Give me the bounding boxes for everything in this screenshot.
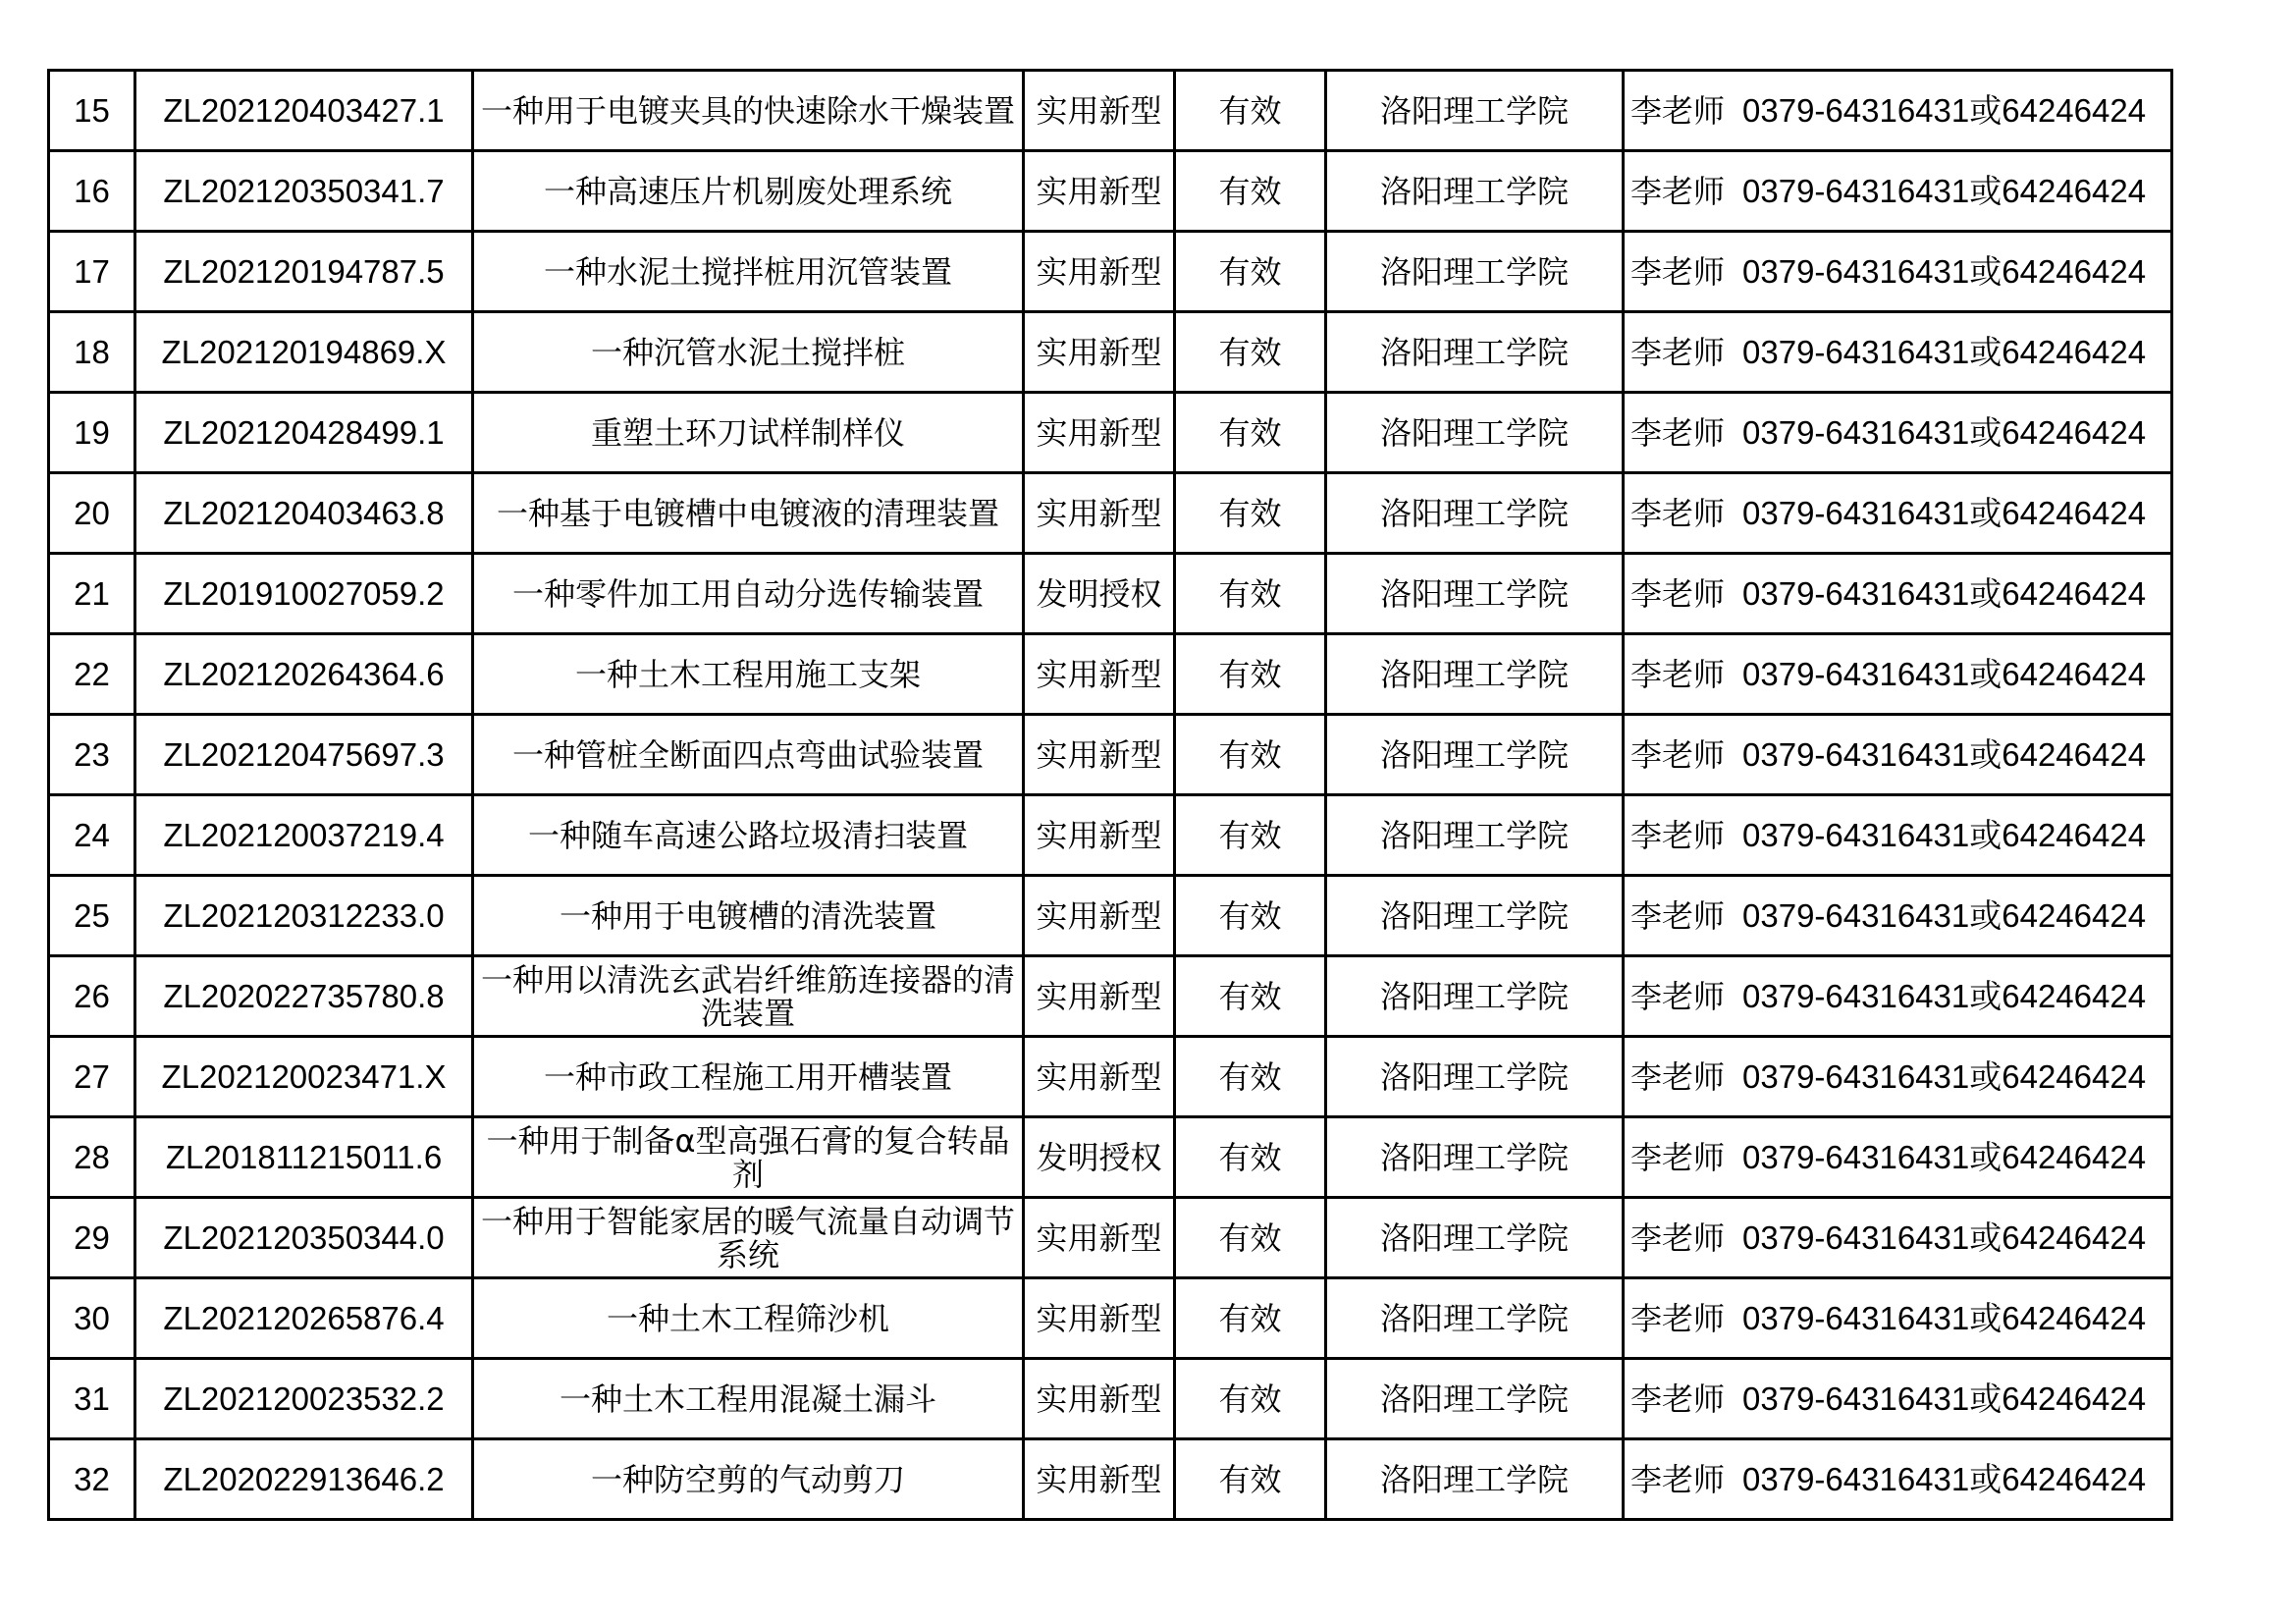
patent-id-cell: ZL202120265876.4 [135, 1278, 473, 1359]
patent-type-cell: 发明授权 [1024, 1117, 1175, 1198]
patent-id-cell: ZL202120475697.3 [135, 715, 473, 795]
contact-phone: 0379-64316431或64246424 [1742, 574, 2147, 612]
patent-status-cell: 有效 [1175, 634, 1326, 715]
patent-status-cell: 有效 [1175, 1117, 1326, 1198]
table-row [49, 634, 2172, 715]
contact-person: 李老师 [1630, 1218, 1726, 1257]
contact-cell [1624, 1439, 2172, 1520]
row-number-cell: 20 [49, 473, 135, 554]
contact-cell [1624, 795, 2172, 876]
patent-status-cell: 有效 [1175, 1359, 1326, 1439]
patent-status-cell: 有效 [1175, 715, 1326, 795]
row-number-cell: 23 [49, 715, 135, 795]
patent-name-cell: 一种沉管水泥土搅拌桩 [473, 312, 1024, 393]
contact-person: 李老师 [1630, 1299, 1726, 1337]
contact-cell [1624, 876, 2172, 956]
patent-owner-cell: 洛阳理工学院 [1326, 795, 1624, 876]
patent-id-cell: ZL202120403463.8 [135, 473, 473, 554]
contact-person: 李老师 [1630, 1380, 1726, 1418]
patent-owner-cell: 洛阳理工学院 [1326, 473, 1624, 554]
patent-name-cell: 一种高速压片机剔废处理系统 [473, 151, 1024, 232]
row-number-cell: 29 [49, 1198, 135, 1278]
row-number-cell: 26 [49, 956, 135, 1037]
table-row [49, 715, 2172, 795]
contact-person: 李老师 [1630, 655, 1726, 693]
contact-person: 李老师 [1630, 574, 1726, 613]
contact-cell [1624, 151, 2172, 232]
table-row [49, 876, 2172, 956]
contact-person: 李老师 [1630, 494, 1726, 532]
patent-name-cell: 重塑土环刀试样制样仪 [473, 393, 1024, 473]
contact-person: 李老师 [1630, 172, 1726, 210]
patent-type-cell: 实用新型 [1024, 634, 1175, 715]
patent-name-cell: 一种管桩全断面四点弯曲试验装置 [473, 715, 1024, 795]
table-row [49, 71, 2172, 151]
contact-phone: 0379-64316431或64246424 [1742, 1299, 2147, 1336]
patent-id-cell: ZL202120428499.1 [135, 393, 473, 473]
contact-person: 李老师 [1630, 333, 1726, 371]
patent-owner-cell: 洛阳理工学院 [1326, 634, 1624, 715]
patent-owner-cell: 洛阳理工学院 [1326, 1278, 1624, 1359]
patent-type-cell: 实用新型 [1024, 232, 1175, 312]
patent-owner-cell: 洛阳理工学院 [1326, 876, 1624, 956]
contact-phone: 0379-64316431或64246424 [1742, 1138, 2147, 1175]
patent-owner-cell: 洛阳理工学院 [1326, 312, 1624, 393]
table-row [49, 1359, 2172, 1439]
patent-owner-cell: 洛阳理工学院 [1326, 71, 1624, 151]
patent-type-cell: 实用新型 [1024, 1439, 1175, 1520]
patent-name-cell: 一种土木工程筛沙机 [473, 1278, 1024, 1359]
patent-id-cell: ZL202120264364.6 [135, 634, 473, 715]
patent-name-cell: 一种市政工程施工用开槽装置 [473, 1037, 1024, 1117]
table-row [49, 151, 2172, 232]
patent-type-cell: 实用新型 [1024, 393, 1175, 473]
patent-owner-cell: 洛阳理工学院 [1326, 956, 1624, 1037]
contact-person: 李老师 [1630, 896, 1726, 935]
patent-type-cell: 发明授权 [1024, 554, 1175, 634]
patent-status-cell: 有效 [1175, 71, 1326, 151]
row-number-cell: 19 [49, 393, 135, 473]
contact-phone: 0379-64316431或64246424 [1742, 977, 2147, 1014]
contact-cell [1624, 634, 2172, 715]
patent-status-cell: 有效 [1175, 393, 1326, 473]
patent-type-cell: 实用新型 [1024, 715, 1175, 795]
patent-type-cell: 实用新型 [1024, 71, 1175, 151]
patent-name-cell: 一种防空剪的气动剪刀 [473, 1439, 1024, 1520]
contact-phone: 0379-64316431或64246424 [1742, 1460, 2147, 1497]
table-row [49, 1278, 2172, 1359]
patent-name-cell: 一种用于制备α型高强石膏的复合转晶剂 [473, 1117, 1024, 1198]
patent-status-cell: 有效 [1175, 876, 1326, 956]
patent-owner-cell: 洛阳理工学院 [1326, 1359, 1624, 1439]
contact-phone: 0379-64316431或64246424 [1742, 494, 2147, 531]
patent-owner-cell: 洛阳理工学院 [1326, 1037, 1624, 1117]
contact-cell [1624, 1359, 2172, 1439]
table-row [49, 956, 2172, 1037]
patent-id-cell: ZL201811215011.6 [135, 1117, 473, 1198]
patent-name-cell: 一种零件加工用自动分选传输装置 [473, 554, 1024, 634]
contact-phone: 0379-64316431或64246424 [1742, 252, 2147, 290]
contact-phone: 0379-64316431或64246424 [1742, 655, 2147, 692]
contact-phone: 0379-64316431或64246424 [1742, 816, 2147, 853]
contact-cell [1624, 232, 2172, 312]
patent-owner-cell: 洛阳理工学院 [1326, 393, 1624, 473]
patent-status-cell: 有效 [1175, 1198, 1326, 1278]
contact-cell [1624, 393, 2172, 473]
table-row [49, 473, 2172, 554]
patent-id-cell: ZL202120350344.0 [135, 1198, 473, 1278]
contact-cell [1624, 71, 2172, 151]
contact-cell [1624, 473, 2172, 554]
patent-id-cell: ZL202120194787.5 [135, 232, 473, 312]
patent-type-cell: 实用新型 [1024, 1359, 1175, 1439]
row-number-cell: 22 [49, 634, 135, 715]
table-row [49, 1439, 2172, 1520]
patent-id-cell: ZL202120037219.4 [135, 795, 473, 876]
row-number-cell: 21 [49, 554, 135, 634]
contact-cell [1624, 956, 2172, 1037]
patent-type-cell: 实用新型 [1024, 1278, 1175, 1359]
contact-person: 李老师 [1630, 252, 1726, 291]
patent-id-cell: ZL202120023471.X [135, 1037, 473, 1117]
patent-type-cell: 实用新型 [1024, 876, 1175, 956]
patent-owner-cell: 洛阳理工学院 [1326, 1198, 1624, 1278]
contact-phone: 0379-64316431或64246424 [1742, 91, 2147, 129]
contact-person: 李老师 [1630, 91, 1726, 130]
patent-status-cell: 有效 [1175, 232, 1326, 312]
patent-status-cell: 有效 [1175, 554, 1326, 634]
contact-cell [1624, 554, 2172, 634]
contact-person: 李老师 [1630, 977, 1726, 1015]
contact-person: 李老师 [1630, 816, 1726, 854]
contact-phone: 0379-64316431或64246424 [1742, 1218, 2147, 1256]
patent-status-cell: 有效 [1175, 956, 1326, 1037]
contact-cell [1624, 1117, 2172, 1198]
patent-name-cell: 一种用以清洗玄武岩纤维筋连接器的清洗装置 [473, 956, 1024, 1037]
patent-type-cell: 实用新型 [1024, 956, 1175, 1037]
contact-cell [1624, 1037, 2172, 1117]
contact-cell [1624, 1198, 2172, 1278]
table-row [49, 312, 2172, 393]
patent-id-cell: ZL202022735780.8 [135, 956, 473, 1037]
patent-name-cell: 一种用于智能家居的暖气流量自动调节系统 [473, 1198, 1024, 1278]
row-number-cell: 28 [49, 1117, 135, 1198]
patent-status-cell: 有效 [1175, 1439, 1326, 1520]
row-number-cell: 15 [49, 71, 135, 151]
patent-status-cell: 有效 [1175, 1278, 1326, 1359]
patent-id-cell: ZL202120350341.7 [135, 151, 473, 232]
patent-owner-cell: 洛阳理工学院 [1326, 232, 1624, 312]
contact-phone: 0379-64316431或64246424 [1742, 1380, 2147, 1417]
patent-table [47, 69, 2173, 1521]
row-number-cell: 24 [49, 795, 135, 876]
table-row [49, 393, 2172, 473]
patent-status-cell: 有效 [1175, 473, 1326, 554]
patent-id-cell: ZL202120312233.0 [135, 876, 473, 956]
patent-status-cell: 有效 [1175, 1037, 1326, 1117]
contact-person: 李老师 [1630, 413, 1726, 452]
row-number-cell: 27 [49, 1037, 135, 1117]
row-number-cell: 30 [49, 1278, 135, 1359]
table-row [49, 1198, 2172, 1278]
patent-id-cell: ZL202022913646.2 [135, 1439, 473, 1520]
patent-name-cell: 一种水泥土搅拌桩用沉管装置 [473, 232, 1024, 312]
row-number-cell: 31 [49, 1359, 135, 1439]
contact-person: 李老师 [1630, 1460, 1726, 1498]
patent-id-cell: ZL202120403427.1 [135, 71, 473, 151]
contact-phone: 0379-64316431或64246424 [1742, 896, 2147, 934]
patent-owner-cell: 洛阳理工学院 [1326, 1439, 1624, 1520]
patent-name-cell: 一种用于电镀夹具的快速除水干燥装置 [473, 71, 1024, 151]
contact-phone: 0379-64316431或64246424 [1742, 172, 2147, 209]
patent-id-cell: ZL201910027059.2 [135, 554, 473, 634]
table-body [49, 71, 2172, 1520]
patent-status-cell: 有效 [1175, 151, 1326, 232]
patent-name-cell: 一种用于电镀槽的清洗装置 [473, 876, 1024, 956]
patent-type-cell: 实用新型 [1024, 312, 1175, 393]
contact-cell [1624, 1278, 2172, 1359]
table-row [49, 1117, 2172, 1198]
patent-type-cell: 实用新型 [1024, 795, 1175, 876]
patent-name-cell: 一种随车高速公路垃圾清扫装置 [473, 795, 1024, 876]
contact-phone: 0379-64316431或64246424 [1742, 1057, 2147, 1095]
table-row [49, 554, 2172, 634]
patent-id-cell: ZL202120194869.X [135, 312, 473, 393]
contact-cell [1624, 715, 2172, 795]
patent-type-cell: 实用新型 [1024, 1037, 1175, 1117]
table-row [49, 795, 2172, 876]
contact-cell [1624, 312, 2172, 393]
contact-phone: 0379-64316431或64246424 [1742, 333, 2147, 370]
row-number-cell: 18 [49, 312, 135, 393]
patent-owner-cell: 洛阳理工学院 [1326, 554, 1624, 634]
patent-name-cell: 一种基于电镀槽中电镀液的清理装置 [473, 473, 1024, 554]
row-number-cell: 17 [49, 232, 135, 312]
contact-phone: 0379-64316431或64246424 [1742, 735, 2147, 773]
contact-person: 李老师 [1630, 735, 1726, 774]
patent-owner-cell: 洛阳理工学院 [1326, 1117, 1624, 1198]
table-row [49, 1037, 2172, 1117]
patent-owner-cell: 洛阳理工学院 [1326, 715, 1624, 795]
patent-id-cell: ZL202120023532.2 [135, 1359, 473, 1439]
patent-status-cell: 有效 [1175, 795, 1326, 876]
contact-person: 李老师 [1630, 1057, 1726, 1096]
patent-type-cell: 实用新型 [1024, 151, 1175, 232]
row-number-cell: 16 [49, 151, 135, 232]
row-number-cell: 25 [49, 876, 135, 956]
patent-owner-cell: 洛阳理工学院 [1326, 151, 1624, 232]
table-row [49, 232, 2172, 312]
patent-type-cell: 实用新型 [1024, 473, 1175, 554]
patent-name-cell: 一种土木工程用施工支架 [473, 634, 1024, 715]
row-number-cell: 32 [49, 1439, 135, 1520]
contact-phone: 0379-64316431或64246424 [1742, 413, 2147, 451]
patent-status-cell: 有效 [1175, 312, 1326, 393]
contact-person: 李老师 [1630, 1138, 1726, 1176]
patent-name-cell: 一种土木工程用混凝土漏斗 [473, 1359, 1024, 1439]
patent-type-cell: 实用新型 [1024, 1198, 1175, 1278]
